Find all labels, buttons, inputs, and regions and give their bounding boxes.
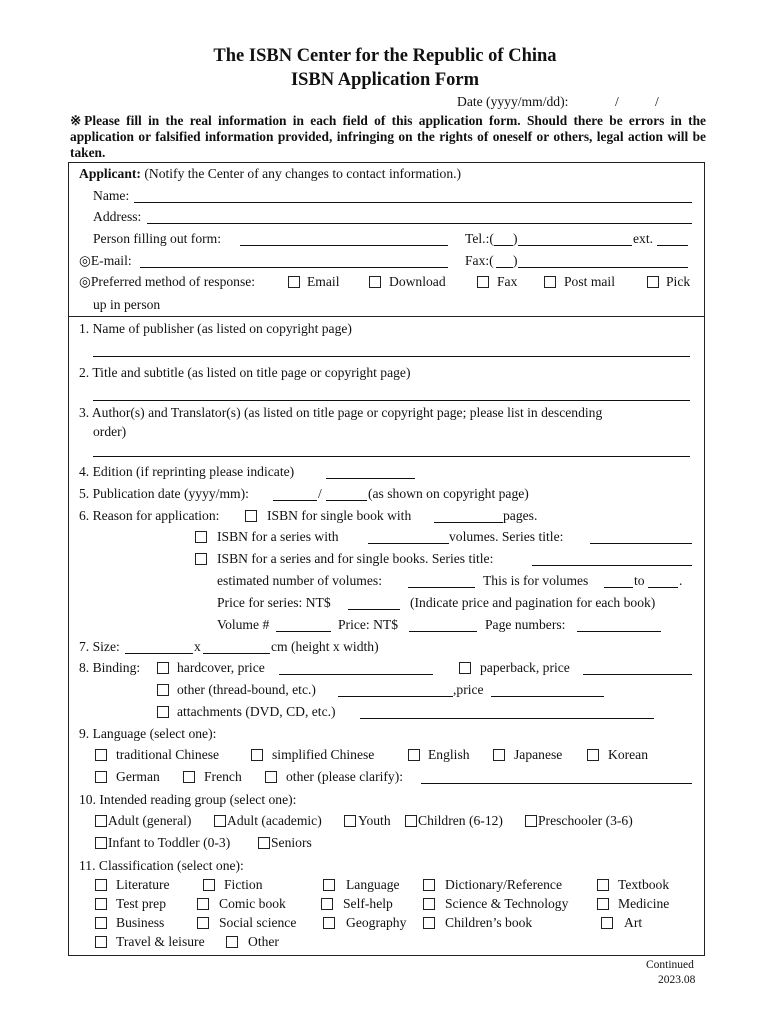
- class-medicine-checkbox[interactable]: [597, 898, 609, 910]
- lang-trad-checkbox[interactable]: [95, 749, 107, 761]
- class-art-checkbox[interactable]: [601, 917, 613, 929]
- class-science-checkbox[interactable]: [423, 898, 435, 910]
- class-dictionary-label: Dictionary/Reference: [445, 877, 562, 892]
- lang-other-checkbox[interactable]: [265, 771, 277, 783]
- lang-japanese-checkbox[interactable]: [493, 749, 505, 761]
- lang-simp-checkbox[interactable]: [251, 749, 263, 761]
- paperback-price-field[interactable]: [583, 674, 692, 675]
- attachments-field[interactable]: [360, 718, 654, 719]
- q5-label: 5. Publication date (yyyy/mm):: [79, 486, 249, 501]
- lang-korean-label: Korean: [608, 747, 649, 762]
- q9-label: 9. Language (select one):: [79, 726, 217, 741]
- pages-field[interactable]: [434, 522, 503, 523]
- to-dot: .: [679, 573, 683, 588]
- reader-children-label: Children (6-12): [418, 813, 503, 828]
- est-label: estimated number of volumes:: [217, 573, 382, 588]
- tel-paren: ): [513, 231, 518, 246]
- method-fax-label: Fax: [497, 274, 518, 289]
- class-business-checkbox[interactable]: [95, 917, 107, 929]
- binding-other-label: other (thread-bound, etc.): [177, 682, 316, 697]
- reader-preschooler-label: Preschooler (3-6): [538, 813, 633, 828]
- author-field[interactable]: [93, 456, 690, 457]
- lang-other-label: other (please clarify):: [286, 769, 403, 784]
- class-childrens-label: Children’s book: [445, 915, 533, 930]
- size-unit: cm (height x width): [271, 639, 379, 654]
- size-height-field[interactable]: [125, 653, 193, 654]
- legal-notice: ※Please fill in the real information in each field of this application form. Should there be errors in the application or falsified information provided, infringing on the rights of oneself or others, legal action will be taken.: [70, 113, 706, 160]
- est-volumes-field[interactable]: [408, 587, 475, 588]
- reader-adult-general-checkbox[interactable]: [95, 815, 107, 827]
- class-comic-checkbox[interactable]: [197, 898, 209, 910]
- series-title-field[interactable]: [590, 543, 692, 544]
- reason-single-checkbox[interactable]: [245, 510, 257, 522]
- lang-english-checkbox[interactable]: [408, 749, 420, 761]
- binding-hardcover-checkbox[interactable]: [157, 662, 169, 674]
- class-other-label: Other: [248, 934, 279, 949]
- tel-label: Tel.:(: [465, 231, 494, 246]
- lang-german-label: German: [116, 769, 160, 784]
- class-childrens-checkbox[interactable]: [423, 917, 435, 929]
- reason-series-suffix: volumes. Series title:: [449, 529, 564, 544]
- form-version: 2023.08: [658, 974, 696, 986]
- price-label: Price: NT$: [338, 617, 399, 632]
- class-geography-checkbox[interactable]: [323, 917, 335, 929]
- applicant-heading: Applicant: (Notify the Center of any changes to contact information.): [79, 166, 462, 181]
- method-pick-checkbox[interactable]: [647, 276, 659, 288]
- class-fiction-label: Fiction: [224, 877, 263, 892]
- pubdate-month-field[interactable]: [326, 500, 367, 501]
- reader-seniors-label: Seniors: [271, 835, 312, 850]
- fax-area-field[interactable]: [496, 267, 513, 268]
- q3-label-cont: order): [93, 424, 127, 439]
- q1-label: 1. Name of publisher (as listed on copyright page): [79, 321, 352, 336]
- name-field[interactable]: [134, 202, 692, 203]
- lang-french-checkbox[interactable]: [183, 771, 195, 783]
- class-geography-label: Geography: [346, 915, 407, 930]
- section-divider: [68, 316, 705, 317]
- tel-area-field[interactable]: [494, 245, 513, 246]
- edition-field[interactable]: [326, 478, 415, 479]
- address-field[interactable]: [147, 223, 692, 224]
- date-sep-2: /: [655, 94, 659, 109]
- fax-paren: ): [513, 253, 518, 268]
- class-social-label: Social science: [219, 915, 297, 930]
- reason-both-checkbox[interactable]: [195, 553, 207, 565]
- q6-label: 6. Reason for application:: [79, 508, 220, 523]
- q3-label: 3. Author(s) and Translator(s) (as listed on title page or copyright page; please list in descending: [79, 405, 603, 420]
- reader-seniors-checkbox[interactable]: [258, 837, 270, 849]
- lang-other-field[interactable]: [421, 783, 692, 784]
- reason-single-label: ISBN for single book with: [267, 508, 412, 523]
- email-label: ◎E-mail:: [79, 253, 132, 268]
- volume-number-field[interactable]: [276, 631, 331, 632]
- q7-label: 7. Size:: [79, 639, 120, 654]
- class-fiction-checkbox[interactable]: [203, 879, 215, 891]
- class-comic-label: Comic book: [219, 896, 286, 911]
- page-numbers-field[interactable]: [577, 631, 661, 632]
- title-field[interactable]: [93, 400, 690, 401]
- class-science-label: Science & Technology: [445, 896, 569, 911]
- publisher-field[interactable]: [93, 356, 690, 357]
- method-pick-label: Pick: [666, 274, 691, 289]
- series-title-both-field[interactable]: [532, 565, 692, 566]
- binding-attachments-label: attachments (DVD, CD, etc.): [177, 704, 336, 719]
- fax-field[interactable]: [518, 267, 688, 268]
- method-post-label: Post mail: [564, 274, 615, 289]
- class-language-label: Language: [346, 877, 400, 892]
- reader-infant-label: Infant to Toddler (0-3): [108, 835, 231, 850]
- lang-trad-label: traditional Chinese: [116, 747, 220, 762]
- price-series-field[interactable]: [348, 609, 400, 610]
- this-for-label: This is for volumes: [483, 573, 589, 588]
- pubdate-year-field[interactable]: [273, 500, 317, 501]
- class-medicine-label: Medicine: [618, 896, 670, 911]
- series-volumes-field[interactable]: [368, 543, 449, 544]
- reason-series-checkbox[interactable]: [195, 531, 207, 543]
- q8-label: 8. Binding:: [79, 660, 141, 675]
- price-series-note: (Indicate price and pagination for each book): [410, 595, 656, 610]
- class-other-checkbox[interactable]: [226, 936, 238, 948]
- method-download-label: Download: [389, 274, 446, 289]
- binding-other-checkbox[interactable]: [157, 684, 169, 696]
- method-pick-label-cont: up in person: [93, 297, 161, 312]
- person-field[interactable]: [240, 245, 448, 246]
- class-selfhelp-label: Self-help: [343, 896, 393, 911]
- reason-series-label: ISBN for a series with: [217, 529, 339, 544]
- ext-field[interactable]: [657, 245, 688, 246]
- size-x: x: [194, 639, 201, 654]
- method-email-checkbox[interactable]: [288, 276, 300, 288]
- binding-hardcover-label: hardcover, price: [177, 660, 265, 675]
- reader-adult-academic-checkbox[interactable]: [214, 815, 226, 827]
- q5-sep: /: [318, 486, 322, 501]
- class-literature-checkbox[interactable]: [95, 879, 107, 891]
- q4-label: 4. Edition (if reprinting please indicate): [79, 464, 295, 479]
- address-label: Address:: [93, 209, 142, 224]
- class-dictionary-checkbox[interactable]: [423, 879, 435, 891]
- lang-korean-checkbox[interactable]: [587, 749, 599, 761]
- volume-to-field[interactable]: [648, 587, 678, 588]
- class-testprep-checkbox[interactable]: [95, 898, 107, 910]
- class-art-label: Art: [624, 915, 643, 930]
- size-width-field[interactable]: [203, 653, 270, 654]
- volume-price-field[interactable]: [409, 631, 477, 632]
- ext-label: ext.: [633, 231, 654, 246]
- volume-from-field[interactable]: [604, 587, 633, 588]
- reader-infant-checkbox[interactable]: [95, 837, 107, 849]
- q11-label: 11. Classification (select one):: [79, 858, 244, 873]
- reader-adult-academic-label: Adult (academic): [227, 813, 322, 828]
- class-literature-label: Literature: [116, 877, 170, 892]
- reader-children-checkbox[interactable]: [405, 815, 417, 827]
- method-fax-checkbox[interactable]: [477, 276, 489, 288]
- reader-preschooler-checkbox[interactable]: [525, 815, 537, 827]
- reason-single-suffix: pages.: [503, 508, 538, 523]
- class-textbook-checkbox[interactable]: [597, 879, 609, 891]
- class-travel-checkbox[interactable]: [95, 936, 107, 948]
- binding-other-field[interactable]: [338, 696, 453, 697]
- reader-youth-checkbox[interactable]: [344, 815, 356, 827]
- class-language-checkbox[interactable]: [323, 879, 335, 891]
- lang-simp-label: simplified Chinese: [272, 747, 375, 762]
- to-label: to: [634, 573, 645, 588]
- q2-label: 2. Title and subtitle (as listed on title page or copyright page): [79, 365, 411, 380]
- reason-both-label: ISBN for a series and for single books. Series title:: [217, 551, 494, 566]
- binding-other-price-label: ,price: [453, 682, 484, 697]
- fax-label: Fax:(: [465, 253, 494, 268]
- date-label: Date (yyyy/mm/dd):: [457, 94, 569, 109]
- continued-label: Continued: [646, 959, 694, 971]
- tel-field[interactable]: [518, 245, 632, 246]
- class-travel-label: Travel & leisure: [116, 934, 205, 949]
- class-business-label: Business: [116, 915, 165, 930]
- volume-label: Volume #: [217, 617, 270, 632]
- binding-paperback-checkbox[interactable]: [459, 662, 471, 674]
- class-selfhelp-checkbox[interactable]: [321, 898, 333, 910]
- lang-japanese-label: Japanese: [514, 747, 563, 762]
- q5-note: (as shown on copyright page): [368, 486, 529, 501]
- method-post-checkbox[interactable]: [544, 276, 556, 288]
- form-title: The ISBN Center for the Republic of China: [213, 46, 557, 66]
- q10-label: 10. Intended reading group (select one):: [79, 792, 297, 807]
- form-subtitle: ISBN Application Form: [290, 70, 480, 90]
- reader-adult-general-label: Adult (general): [108, 813, 192, 828]
- lang-english-label: English: [428, 747, 470, 762]
- lang-german-checkbox[interactable]: [95, 771, 107, 783]
- email-field[interactable]: [140, 267, 448, 268]
- name-label: Name:: [93, 188, 130, 203]
- hardcover-price-field[interactable]: [279, 674, 433, 675]
- method-label: ◎Preferred method of response:: [79, 274, 256, 289]
- date-sep-1: /: [615, 94, 619, 109]
- binding-other-price-field[interactable]: [491, 696, 604, 697]
- method-email-label: Email: [307, 274, 340, 289]
- class-textbook-label: Textbook: [618, 877, 670, 892]
- page-numbers-label: Page numbers:: [485, 617, 566, 632]
- method-download-checkbox[interactable]: [369, 276, 381, 288]
- price-series-label: Price for series: NT$: [217, 595, 331, 610]
- class-social-checkbox[interactable]: [197, 917, 209, 929]
- class-testprep-label: Test prep: [116, 896, 167, 911]
- reader-youth-label: Youth: [358, 813, 391, 828]
- person-label: Person filling out form:: [93, 231, 221, 246]
- binding-paperback-label: paperback, price: [480, 660, 570, 675]
- binding-attachments-checkbox[interactable]: [157, 706, 169, 718]
- lang-french-label: French: [204, 769, 242, 784]
